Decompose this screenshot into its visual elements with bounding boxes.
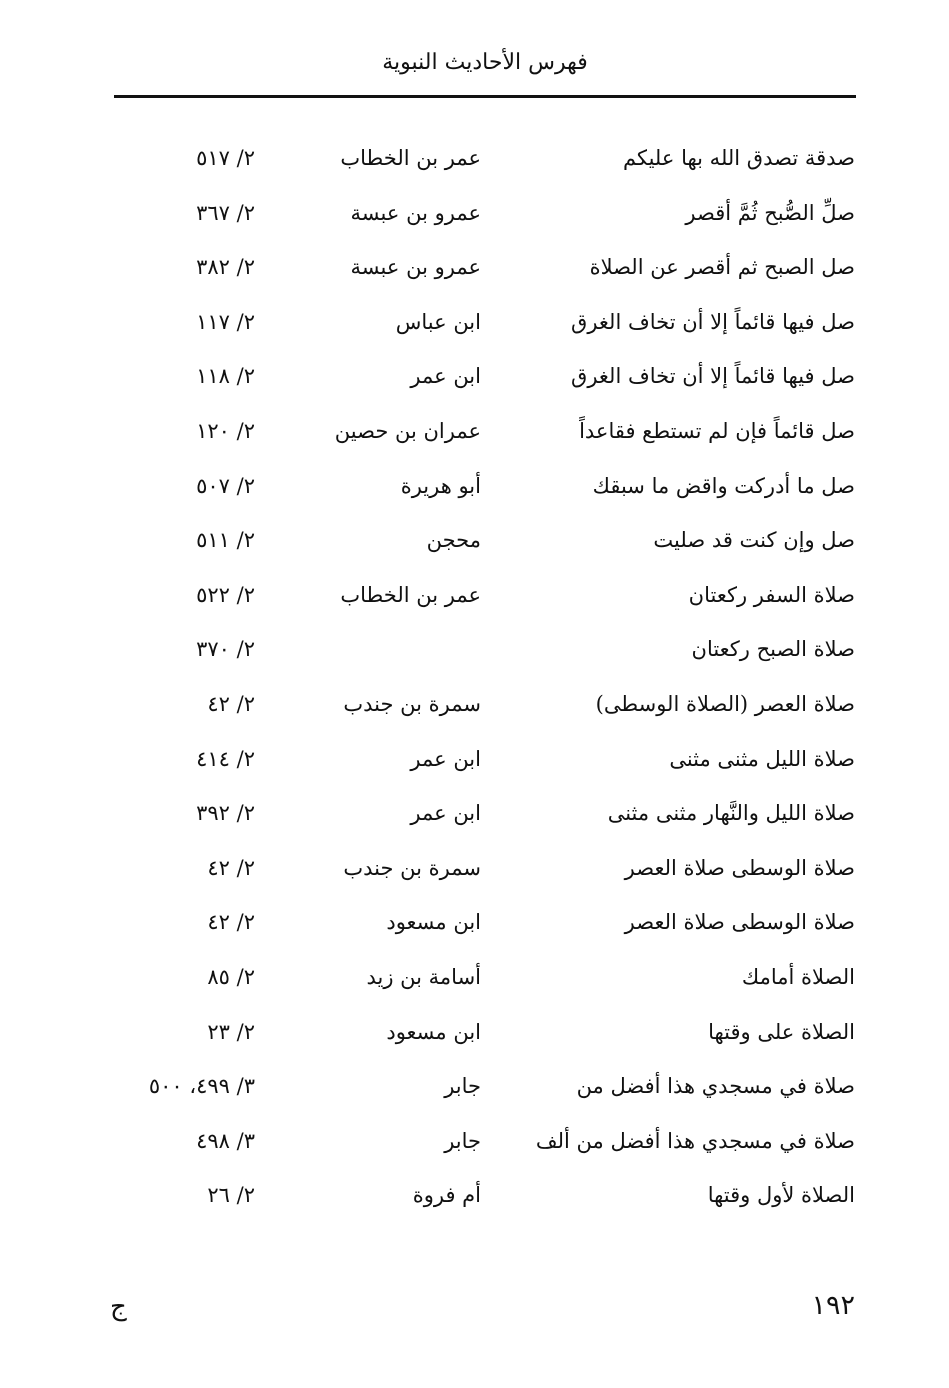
hadith-text: صل فيها قائماً إلا أن تخاف الغرق bbox=[571, 309, 855, 334]
volume-page-reference: ٢/ ٨٥ bbox=[207, 964, 255, 989]
hadith-text: صلاة العصر (الصلاة الوسطى) bbox=[595, 691, 855, 716]
narrator: أبو هريرة bbox=[400, 473, 481, 498]
narrator: ابن عمر bbox=[410, 364, 481, 389]
hadith-text: صل وإن كنت قد صليت bbox=[653, 528, 855, 553]
narrator: محجن bbox=[426, 528, 481, 553]
hadith-text: صدقة تصدق الله بها عليكم bbox=[623, 146, 855, 170]
volume-page-reference: ٢/ ٤٢ bbox=[207, 910, 255, 935]
hadith-text: الصلاة أمامك bbox=[741, 964, 855, 989]
volume-page-reference: ٣/ ٤٩٨ bbox=[196, 1128, 255, 1153]
header-rule bbox=[114, 95, 856, 98]
hadith-text: الصلاة لأول وقتها bbox=[707, 1183, 855, 1208]
narrator: ابن مسعود bbox=[386, 1019, 481, 1044]
index-entry bbox=[0, 513, 949, 568]
volume-page-reference: ٢/ ٢٣ bbox=[207, 1019, 255, 1044]
narrator: جابر bbox=[444, 1128, 481, 1153]
hadith-text: الصلاة على وقتها bbox=[708, 1019, 855, 1044]
index-entry bbox=[0, 459, 949, 514]
narrator: عمر بن الخطاب bbox=[340, 582, 481, 607]
index-entry bbox=[0, 895, 949, 950]
index-entry bbox=[0, 622, 949, 677]
narrator: ابن عمر bbox=[410, 746, 481, 771]
hadith-text: صلاة الوسطى صلاة العصر bbox=[624, 855, 855, 880]
index-entry bbox=[0, 1059, 949, 1114]
hadith-text: صل الصبح ثم أقصر عن الصلاة bbox=[589, 255, 855, 280]
narrator: ابن عمر bbox=[410, 801, 481, 826]
volume-page-reference: ٢/ ٤٢ bbox=[207, 855, 255, 880]
narrator: سمرة بن جندب bbox=[343, 855, 481, 880]
hadith-text: صلِّ الصُّبح ثُمَّ أقصر bbox=[685, 200, 855, 225]
hadith-text: صلاة السفر ركعتان bbox=[688, 582, 855, 607]
hadith-text: صلاة الليل مثنى مثنى bbox=[669, 746, 855, 771]
hadith-text: صل ما أدركت واقض ما سبقك bbox=[592, 473, 855, 498]
index-entry bbox=[0, 1005, 949, 1060]
index-entry bbox=[0, 568, 949, 623]
index-entry bbox=[0, 349, 949, 404]
volume-page-reference: ٢/ ٤٢ bbox=[207, 691, 255, 716]
volume-page-reference: ٢/ ٤١٤ bbox=[196, 746, 255, 771]
hadith-index-list bbox=[0, 131, 949, 1223]
volume-page-reference: ٢/ ٣٨٢ bbox=[196, 255, 255, 280]
volume-page-reference: ٢/ ١١٧ bbox=[196, 309, 255, 334]
narrator: جابر bbox=[444, 1074, 481, 1099]
volume-page-reference: ٢/ ١١٨ bbox=[196, 364, 255, 389]
narrator: عمرو بن عبسة bbox=[350, 200, 481, 225]
index-entry bbox=[0, 404, 949, 459]
hadith-text: صلاة في مسجدي هذا أفضل من bbox=[576, 1074, 855, 1099]
volume-page-reference: ٢/ ٥١٧ bbox=[196, 146, 255, 170]
hadith-text: صلاة في مسجدي هذا أفضل من ألف bbox=[535, 1128, 855, 1153]
index-entry bbox=[0, 841, 949, 896]
narrator: عمران بن حصين bbox=[334, 418, 481, 443]
narrator: عمرو بن عبسة bbox=[350, 255, 481, 280]
volume-page-reference: ٢/ ٣٩٢ bbox=[196, 801, 255, 826]
narrator: ابن عباس bbox=[395, 309, 481, 334]
index-entry bbox=[0, 131, 949, 186]
narrator: أسامة بن زيد bbox=[366, 964, 481, 989]
index-entry bbox=[0, 186, 949, 241]
signature-mark: ج bbox=[110, 1292, 127, 1322]
hadith-text: صلاة الوسطى صلاة العصر bbox=[624, 910, 855, 935]
volume-page-reference: ٢/ ٣٧٠ bbox=[196, 637, 255, 662]
hadith-text: صلاة الصبح ركعتان bbox=[691, 637, 855, 662]
narrator: ابن مسعود bbox=[386, 910, 481, 935]
volume-page-reference: ٢/ ٥٠٧ bbox=[196, 473, 255, 498]
volume-page-reference: ٢/ ٢٦ bbox=[207, 1183, 255, 1208]
page-number: ١٩٢ bbox=[811, 1290, 855, 1321]
running-head: فهرس الأحاديث النبوية bbox=[382, 50, 588, 75]
volume-page-reference: ٢/ ٣٦٧ bbox=[196, 200, 255, 225]
index-entry bbox=[0, 732, 949, 787]
volume-page-reference: ٢/ ٥٢٢ bbox=[196, 582, 255, 607]
hadith-text: صلاة الليل والنَّهار مثنى مثنى bbox=[607, 801, 855, 826]
index-entry bbox=[0, 786, 949, 841]
volume-page-reference: ٣/ ٤٩٩، ٥٠٠ bbox=[148, 1074, 255, 1099]
hadith-text: صل قائماً فإن لم تستطع فقاعداً bbox=[579, 418, 855, 443]
volume-page-reference: ٢/ ١٢٠ bbox=[196, 418, 255, 443]
index-entry bbox=[0, 1114, 949, 1169]
narrator: أم فروة bbox=[412, 1183, 481, 1208]
volume-page-reference: ٢/ ٥١١ bbox=[196, 528, 255, 553]
index-entry bbox=[0, 240, 949, 295]
narrator: عمر بن الخطاب bbox=[340, 146, 481, 170]
hadith-text: صل فيها قائماً إلا أن تخاف الغرق bbox=[571, 364, 855, 389]
index-entry bbox=[0, 295, 949, 350]
index-entry bbox=[0, 950, 949, 1005]
index-entry bbox=[0, 1168, 949, 1223]
index-entry bbox=[0, 677, 949, 732]
narrator: سمرة بن جندب bbox=[343, 691, 481, 716]
